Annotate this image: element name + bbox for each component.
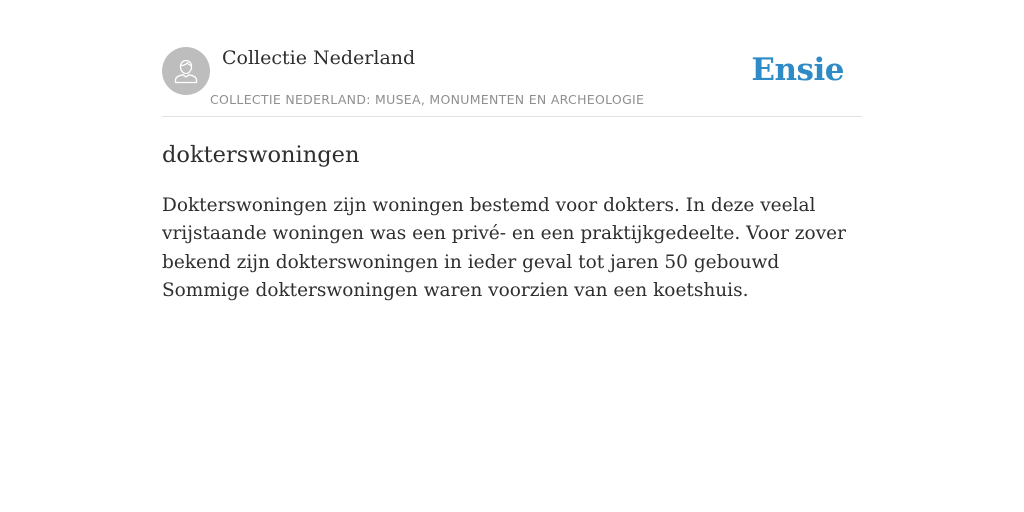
user-icon [171, 56, 201, 86]
source-label[interactable]: COLLECTIE NEDERLAND: MUSEA, MONUMENTEN EN ARCHEOLOGIE [210, 92, 645, 107]
article-title: dokterswoningen [162, 142, 360, 168]
ensie-logo[interactable]: Ensie [751, 52, 844, 88]
article-body: Dokterswoningen zijn woningen bestemd voor dokters. In deze veelal vrijstaande woningen was een privé- en een praktijkgedeelte. Voor zover bekend zijn dokterswoningen in ieder geval tot jaren 50 gebouwd Sommige dokterswoningen waren voorzien van een koetshuis. [162, 195, 846, 301]
avatar[interactable] [162, 47, 210, 95]
page-header [162, 46, 862, 117]
author-name[interactable]: Collectie Nederland [222, 47, 416, 69]
